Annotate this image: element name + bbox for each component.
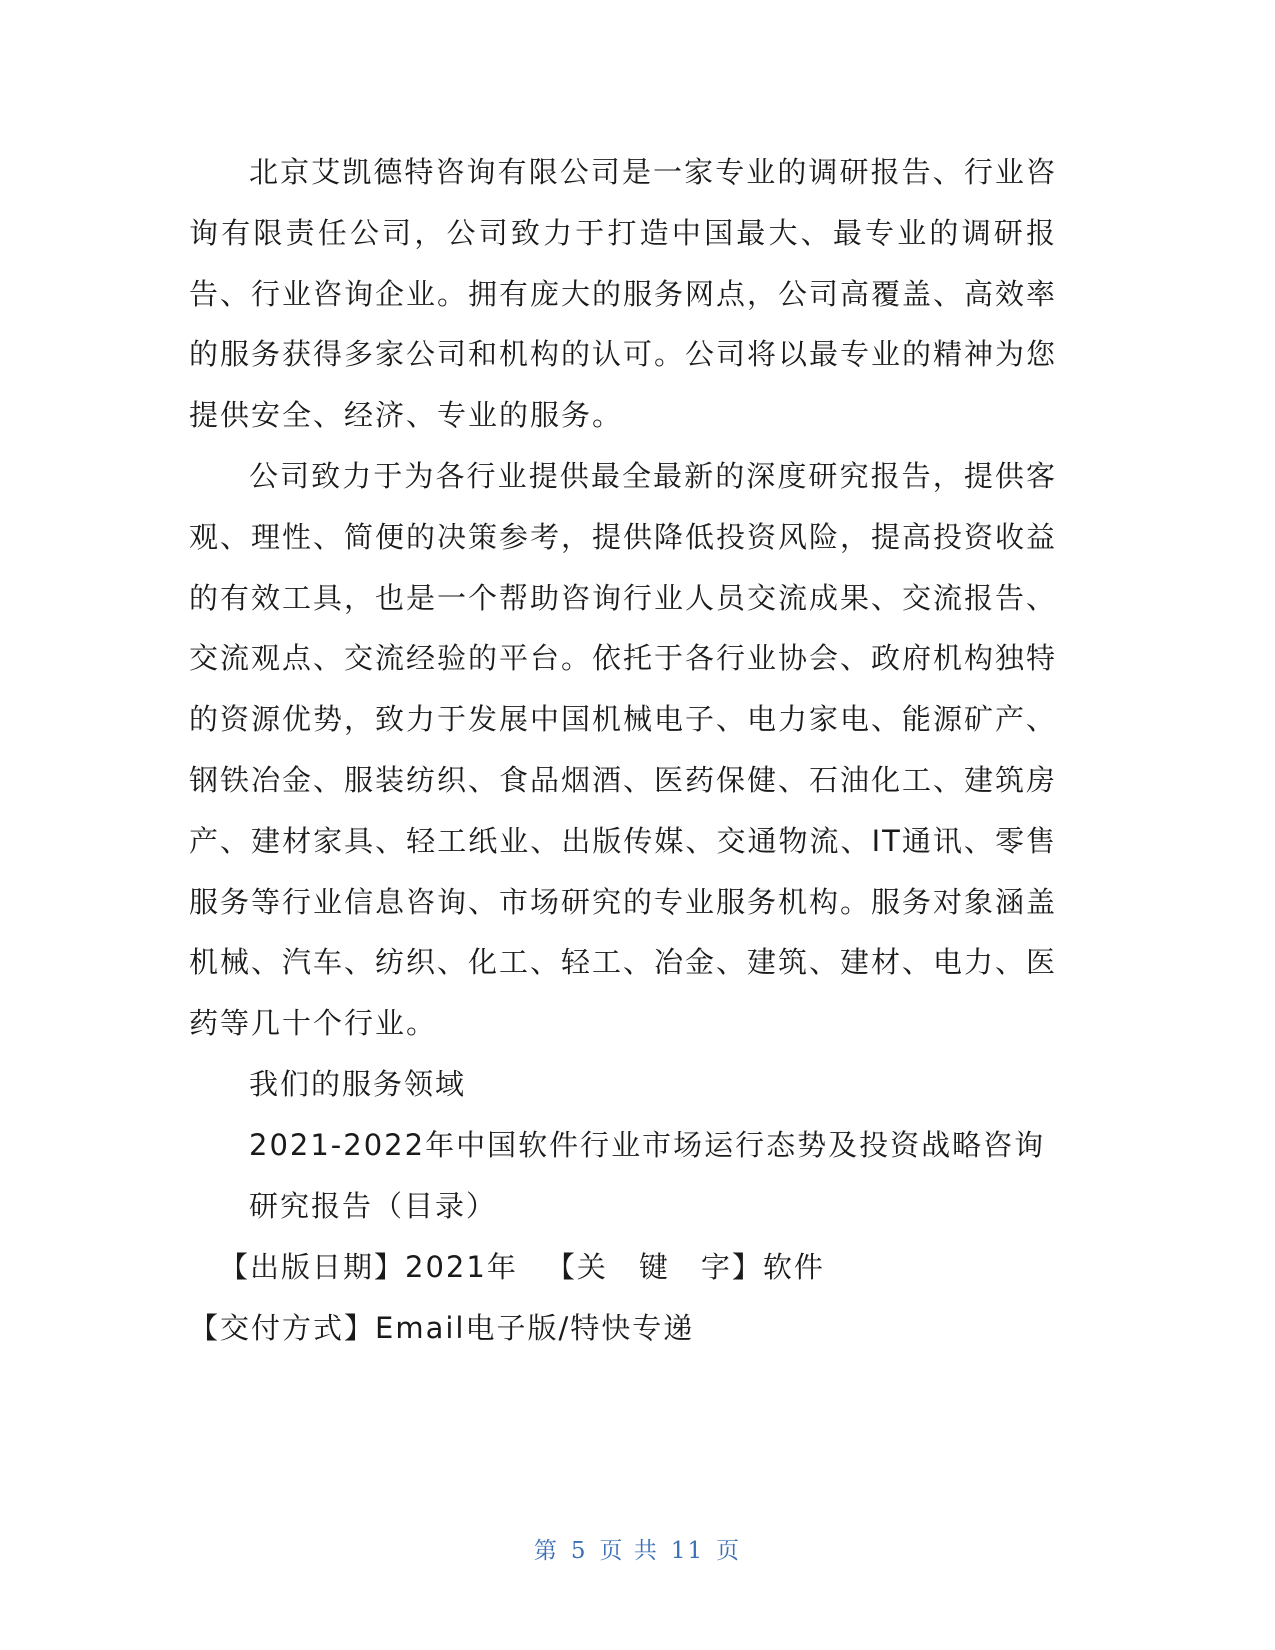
services-paragraph: 公司致力于为各行业提供最全最新的深度研究报告，提供客观、理性、简便的决策参考，提供降低投资风险，提高投资收益的有效工具，也是一个帮助咨询行业人员交流成果、交流报告、交流观点、交流经验的平台。依托于各行业协会、政府机构独特的资源优势，致力于发展中国机械电子、电力家电、能源矿产、钢铁冶金、服装纺织、食品烟酒、医药保健、石油化工、建筑房产、建材家具、轻工纸业、出版传媒、交通物流、IT通讯、零售服务等行业信息咨询、市场研究的专业服务机构。服务对象涵盖机械、汽车、纺织、化工、轻工、冶金、建筑、建材、电力、医药等几十个行业。	[189, 458, 1058, 1041]
page-prefix: 第	[533, 1538, 559, 1564]
page-content	[189, 142, 1057, 1359]
total-pages-number: 11	[670, 1538, 705, 1564]
keywords-label: 【关 键 字】	[545, 1249, 763, 1284]
intro-paragraph: 北京艾凯德特咨询有限公司是一家专业的调研报告、行业咨询有限责任公司，公司致力于打造中国最大、最专业的调研报告、行业咨询企业。拥有庞大的服务网点，公司高覆盖、高效率的服务获得多家公司和机构的认可。公司将以最专业的精神为您提供安全、经济、专业的服务。	[189, 155, 1058, 433]
report-title: 2021-2022年中国软件行业市场运行态势及投资战略咨询研究报告（目录）	[249, 1127, 1046, 1223]
publish-date-label: 【出版日期】	[219, 1249, 406, 1284]
page-mid: 页 共	[599, 1538, 659, 1564]
delivery-line	[189, 1298, 1057, 1359]
page-footer	[0, 1532, 1275, 1565]
keywords-value: 软件	[762, 1249, 825, 1284]
publish-info-line	[189, 1237, 1057, 1298]
delivery-value: Email电子版/特快专递	[375, 1310, 695, 1345]
delivery-label: 【交付方式】	[189, 1310, 376, 1345]
service-heading: 我们的服务领域	[249, 1066, 467, 1101]
publish-date-value: 2021年	[405, 1249, 518, 1284]
current-page-number: 5	[570, 1538, 588, 1564]
page-suffix: 页	[716, 1538, 742, 1564]
